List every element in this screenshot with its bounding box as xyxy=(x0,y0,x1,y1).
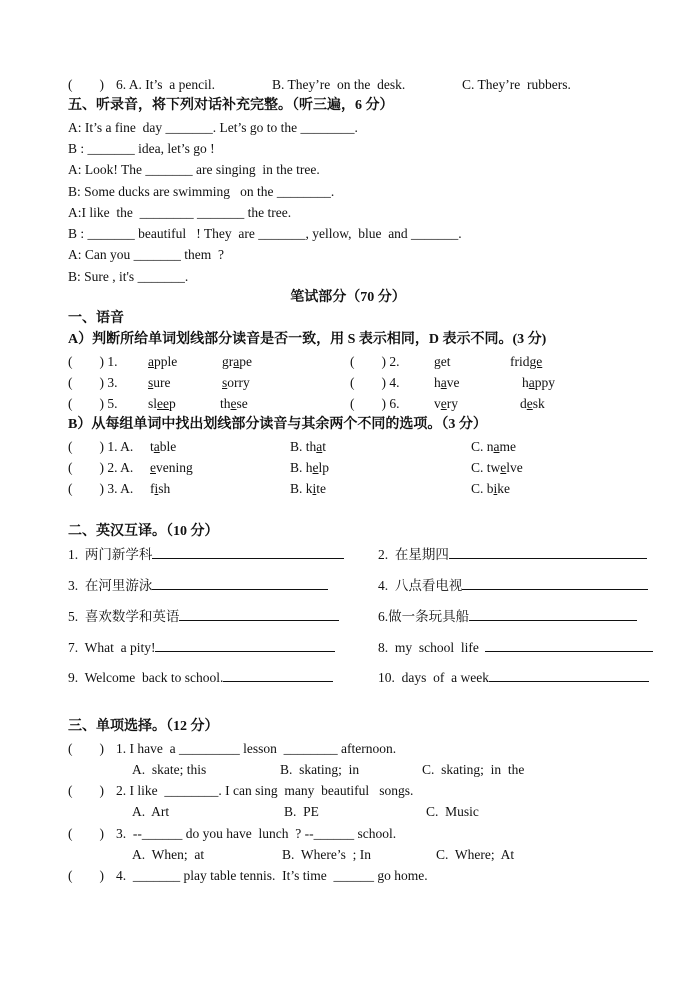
written-part-title: 笔试部分（70 分） xyxy=(290,290,406,305)
answer-blank[interactable] xyxy=(152,575,328,590)
option-a: A. Art xyxy=(132,804,170,819)
word: sorry xyxy=(222,375,250,390)
part-b-heading: B）从每组单词中找出划线部分读音与其余两个不同的选项。（3 分） xyxy=(68,417,487,432)
section-heading: 三、单项选择。（12 分） xyxy=(68,719,219,734)
word: happy xyxy=(522,375,555,390)
section-heading: 五、听录音，将下列对话补充完整。（听三遍，6 分） xyxy=(68,98,394,113)
answer-blank[interactable] xyxy=(155,637,335,652)
answer-paren: ( ) xyxy=(68,77,104,92)
word: these xyxy=(220,396,248,411)
dialogue-line: B: Sure , it's _______. xyxy=(68,269,189,284)
option-c: C. Where; At xyxy=(436,847,515,862)
option-b: B. PE xyxy=(284,804,319,819)
answer-blank[interactable] xyxy=(223,667,333,682)
question-text: 3. --______ do you have lunch ? --______ school. xyxy=(116,826,397,841)
translation-item: 9. Welcome back to school. xyxy=(68,667,333,687)
translation-item: 6.做一条玩具船 xyxy=(378,606,637,626)
word: desk xyxy=(520,396,545,411)
word: very xyxy=(434,396,458,411)
option-a: A. skate; this xyxy=(132,762,207,777)
answer-blank[interactable] xyxy=(152,544,344,559)
option-b: B. They’re on the desk. xyxy=(272,77,406,92)
answer-blank[interactable] xyxy=(469,606,637,621)
word: grape xyxy=(222,354,252,369)
option-a: A. When; at xyxy=(132,847,205,862)
answer-paren: ( ) 1. A. xyxy=(68,439,134,454)
answer-paren: ( ) 2. xyxy=(350,354,400,369)
option-b: B. that xyxy=(290,439,327,454)
word: have xyxy=(434,375,460,390)
option-b: B. Where’s ; In xyxy=(282,847,371,862)
answer-paren: ( ) 3. xyxy=(68,375,118,390)
answer-blank[interactable] xyxy=(449,544,647,559)
translation-item: 7. What a pity! xyxy=(68,637,335,657)
option-b: B. skating; in xyxy=(280,762,360,777)
answer-paren: ( ) xyxy=(68,741,104,756)
translation-item: 3. 在河里游泳 xyxy=(68,575,328,595)
translation-item: 4. 八点看电视 xyxy=(378,575,648,595)
answer-paren: ( ) 6. xyxy=(350,396,400,411)
answer-paren: ( ) 2. A. xyxy=(68,460,134,475)
translation-item: 1. 两门新学科 xyxy=(68,544,344,564)
option-b: B. kite xyxy=(290,481,327,496)
dialogue-line: B : _______ beautiful ! They are _______, yellow, blue and _______. xyxy=(68,226,462,241)
option-a: table xyxy=(150,439,177,454)
word: fridge xyxy=(510,354,543,369)
answer-blank[interactable] xyxy=(485,637,653,652)
word: sleep xyxy=(148,396,176,411)
translation-item: 2. 在星期四 xyxy=(378,544,647,564)
answer-paren: ( ) 3. A. xyxy=(68,481,134,496)
dialogue-line: B : _______ idea, let’s go ! xyxy=(68,141,215,156)
option-c: C. skating; in the xyxy=(422,762,525,777)
translation-item: 5. 喜欢数学和英语 xyxy=(68,606,339,626)
option-c: C. bike xyxy=(471,481,511,496)
dialogue-line: A: It’s a fine day _______. Let’s go to the ________. xyxy=(68,120,358,135)
section-heading: 二、英汉互译。（10 分） xyxy=(68,524,219,539)
option-c: C. Music xyxy=(426,804,479,819)
answer-paren: ( ) xyxy=(68,826,104,841)
option-a: evening xyxy=(150,460,193,475)
word: sure xyxy=(148,375,171,390)
answer-paren: ( ) 4. xyxy=(350,375,400,390)
translation-item: 10. days of a week xyxy=(378,667,649,687)
word: get xyxy=(434,354,451,369)
option-b: B. help xyxy=(290,460,330,475)
dialogue-line: A: Look! The _______ are singing in the tree. xyxy=(68,162,320,177)
dialogue-line: A:I like the ________ _______ the tree. xyxy=(68,205,292,220)
answer-paren: ( ) 5. xyxy=(68,396,118,411)
question-text: 1. I have a _________ lesson ________ afternoon. xyxy=(116,741,397,756)
option-c: C. name xyxy=(471,439,517,454)
option-c: C. twelve xyxy=(471,460,523,475)
answer-paren: ( ) 1. xyxy=(68,354,118,369)
answer-blank[interactable] xyxy=(179,606,339,621)
answer-blank[interactable] xyxy=(489,667,649,682)
answer-paren: ( ) xyxy=(68,783,104,798)
word: apple xyxy=(148,354,178,369)
option-c: C. They’re rubbers. xyxy=(462,77,571,92)
dialogue-line: B: Some ducks are swimming on the ________. xyxy=(68,184,335,199)
question-text: 2. I like ________. I can sing many beautiful songs. xyxy=(116,783,414,798)
question-text: 4. _______ play table tennis. It’s time ______ go home. xyxy=(116,868,428,883)
option-a: fish xyxy=(150,481,171,496)
dialogue-line: A: Can you _______ them ? xyxy=(68,247,224,262)
answer-blank[interactable] xyxy=(462,575,648,590)
part-a-heading: A）判断所给单词划线部分读音是否一致，用 S 表示相同，D 表示不同。(3 分) xyxy=(68,332,547,347)
answer-paren: ( ) xyxy=(68,868,104,883)
option-a: 6. A. It’s a pencil. xyxy=(116,77,215,92)
section-heading: 一、语音 xyxy=(68,311,124,326)
translation-item: 8. my school life xyxy=(378,637,653,657)
